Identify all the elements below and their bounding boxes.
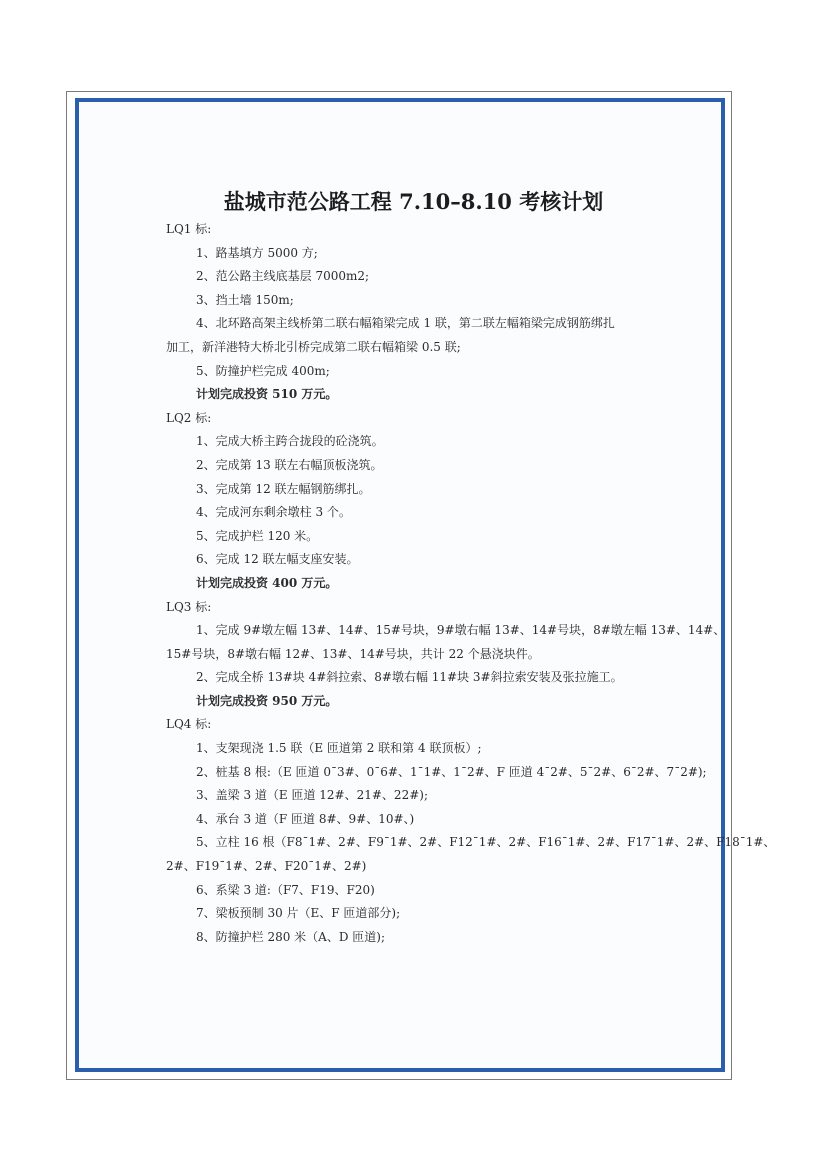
list-item: 3、完成第 12 联左幅钢筋绑扎。	[196, 481, 371, 496]
section-label-lq1: LQ1 标:	[166, 222, 212, 236]
list-item: 2、桩基 8 根:（E 匝道 0¯3#、0¯6#、1¯1#、1¯2#、F 匝道 4¯2#、5¯2#、6¯2#、7¯2#);	[196, 764, 707, 779]
list-item: 5、完成护栏 120 米。	[196, 528, 319, 543]
list-item: 4、北环路高架主线桥第二联右幅箱梁完成 1 联，第二联左幅箱梁完成钢筋绑扎	[196, 316, 615, 331]
list-item-continuation: 2#、F19¯1#、2#、F20¯1#、2#)	[166, 859, 367, 874]
document-body	[166, 218, 776, 949]
list-item-continuation: 15#号块，8#墩右幅 12#、13#、14#号块，共计 22 个悬浇块件。	[166, 646, 540, 661]
list-item: 8、防撞护栏 280 米（A、D 匝道);	[196, 929, 385, 944]
list-item: 4、承台 3 道（F 匝道 8#、9#、10#、)	[196, 811, 415, 826]
list-item: 4、完成河东剩余墩柱 3 个。	[196, 505, 351, 520]
section-total-lq2: 计划完成投资 400 万元。	[196, 575, 338, 590]
list-item-continuation: 加工，新洋港特大桥北引桥完成第二联右幅箱梁 0.5 联;	[166, 339, 461, 354]
list-item: 5、防撞护栏完成 400m;	[196, 363, 330, 378]
list-item: 1、完成大桥主跨合拢段的砼浇筑。	[196, 434, 384, 449]
list-item: 2、完成全桥 13#块 4#斜拉索、8#墩右幅 11#块 3#斜拉索安装及张拉施工。	[196, 670, 623, 685]
list-item: 2、完成第 13 联左右幅顶板浇筑。	[196, 457, 383, 472]
list-item: 1、路基填方 5000 方;	[196, 245, 318, 260]
list-item: 3、挡土墙 150m;	[196, 292, 294, 307]
section-total-lq3: 计划完成投资 950 万元。	[196, 693, 338, 708]
list-item: 6、完成 12 联左幅支座安装。	[196, 552, 359, 567]
list-item: 1、支架现浇 1.5 联（E 匝道第 2 联和第 4 联顶板）;	[196, 741, 482, 756]
document-title: 盐城市范公路工程 7.10–8.10 考核计划	[223, 189, 604, 214]
list-item: 2、范公路主线底基层 7000m2;	[196, 269, 370, 284]
section-label-lq4: LQ4 标:	[166, 717, 212, 732]
section-total-lq1: 计划完成投资 510 万元。	[196, 387, 338, 402]
section-label-lq2: LQ2 标:	[166, 410, 212, 425]
list-item: 7、梁板预制 30 片（E、F 匝道部分);	[196, 906, 401, 921]
list-item: 1、完成 9#墩左幅 13#、14#、15#号块，9#墩右幅 13#、14#号块，8#墩左幅 13#、14#、	[196, 623, 726, 638]
list-item: 6、系梁 3 道:（F7、F19、F20)	[196, 882, 375, 897]
section-label-lq3: LQ3 标:	[166, 599, 212, 614]
list-item: 5、立柱 16 根（F8¯1#、2#、F9¯1#、2#、F12¯1#、2#、F16¯1#、2#、F17¯1#、2#、F18¯1#、	[196, 835, 776, 850]
list-item: 3、盖梁 3 道（E 匝道 12#、21#、22#);	[196, 788, 428, 803]
